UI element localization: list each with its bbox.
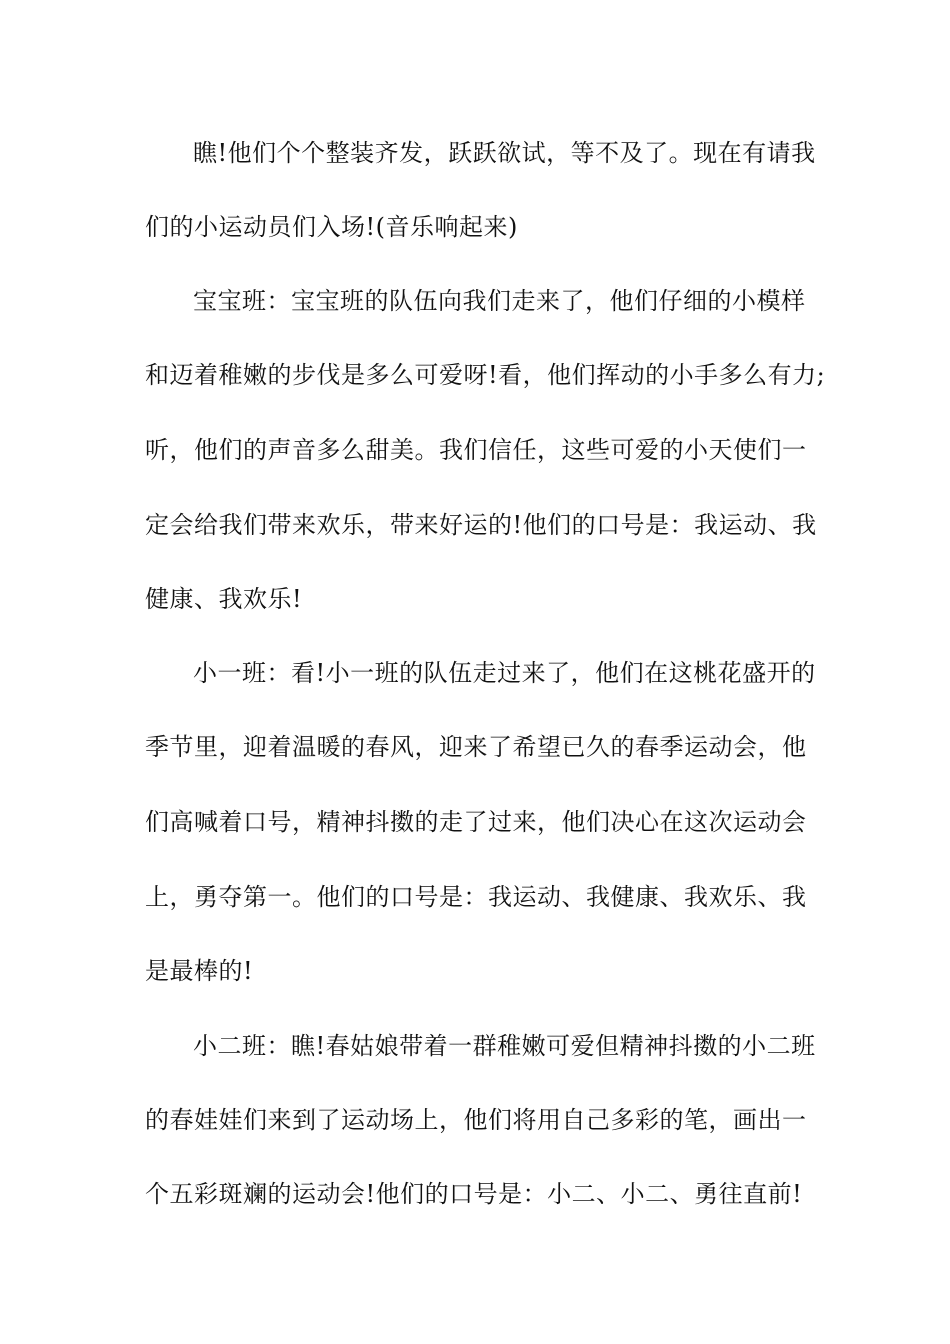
paragraph-2-line-3: 听，他们的声音多么甜美。我们信任，这些可爱的小天使们一 — [145, 436, 807, 464]
paragraph-4-line-1: 小二班：瞧!春姑娘带着一群稚嫩可爱但精神抖擞的小二班 — [193, 1032, 816, 1060]
paragraph-3-line-3: 们高喊着口号，精神抖擞的走了过来，他们决心在这次运动会 — [145, 808, 807, 836]
paragraph-2-line-2: 和迈着稚嫩的步伐是多么可爱呀!看，他们挥动的小手多么有力; — [145, 361, 826, 389]
paragraph-3-line-1: 小一班：看!小一班的队伍走过来了，他们在这桃花盛开的 — [193, 659, 816, 687]
paragraph-3-line-2: 季节里，迎着温暖的春风，迎来了希望已久的春季运动会，他 — [145, 733, 807, 761]
paragraph-2-line-1: 宝宝班：宝宝班的队伍向我们走来了，他们仔细的小模样 — [193, 287, 806, 315]
paragraph-1-line-2: 们的小运动员们入场!(音乐响起来) — [145, 213, 518, 241]
paragraph-2-line-4: 定会给我们带来欢乐，带来好运的!他们的口号是：我运动、我 — [145, 511, 817, 539]
paragraph-1-line-1: 瞧!他们个个整装齐发，跃跃欲试，等不及了。现在有请我 — [193, 139, 816, 167]
paragraph-4-line-3: 个五彩斑斓的运动会!他们的口号是：小二、小二、勇往直前! — [145, 1180, 803, 1208]
paragraph-4-line-2: 的春娃娃们来到了运动场上，他们将用自己多彩的笔，画出一 — [145, 1106, 807, 1134]
paragraph-3-line-4: 上，勇夺第一。他们的口号是：我运动、我健康、我欢乐、我 — [145, 883, 807, 911]
paragraph-3-line-5: 是最棒的! — [145, 957, 254, 985]
paragraph-2-line-5: 健康、我欢乐! — [145, 585, 303, 613]
